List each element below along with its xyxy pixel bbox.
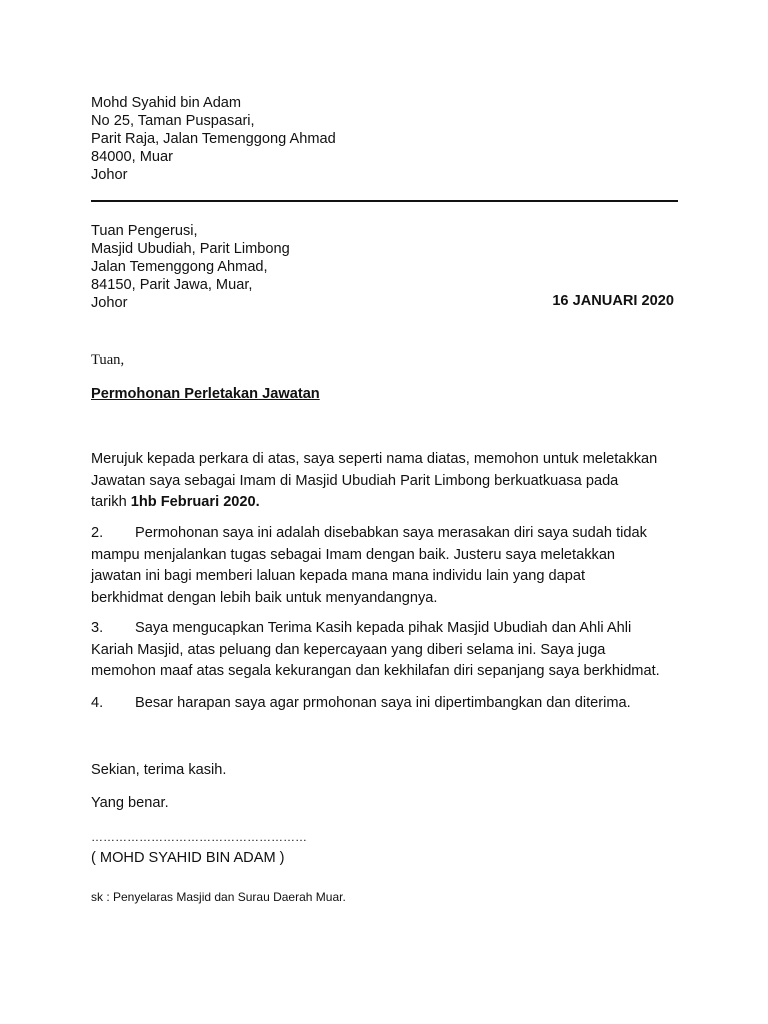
- paragraph-line: [91, 492, 691, 514]
- paragraph-line: jawatan ini bagi memberi laluan kepada mana mana individu lain yang dapat: [91, 568, 586, 584]
- recipient-address-line: Johor: [91, 295, 128, 311]
- paragraph-line: [91, 618, 691, 640]
- paragraph-line: Kariah Masjid, atas peluang dan kepercayaan yang diberi selama ini. Saya juga: [91, 641, 606, 658]
- recipient-title: Tuan Pengerusi,: [91, 223, 198, 239]
- closing-regards: Yang benar.: [91, 795, 169, 811]
- sender-address-line: No 25, Taman Puspasari,: [91, 113, 255, 129]
- sender-address-line: 84000, Muar: [91, 149, 173, 165]
- paragraph-text: Saya mengucapkan Terima Kasih kepada pihak Masjid Ubudiah dan Ahli Ahli: [135, 620, 632, 636]
- paragraph-line: [91, 523, 691, 545]
- recipient-address-line: Masjid Ubudiah, Parit Limbong: [91, 241, 290, 257]
- paragraph-1: [91, 449, 691, 514]
- sender-address-line: Parit Raja, Jalan Temenggong Ahmad: [91, 131, 336, 147]
- signatory-name: ( MOHD SYAHID BIN ADAM ): [91, 850, 285, 866]
- paragraph-line: mampu menjalankan tugas sebagai Imam dengan baik. Justeru saya meletakkan: [91, 546, 616, 563]
- paragraph-line: Jawatan saya sebagai Imam di Masjid Ubudiah Parit Limbong berkuatkuasa pada: [91, 472, 619, 489]
- sender-address: [91, 94, 336, 184]
- paragraph-text: Permohonan saya ini adalah disebabkan saya merasakan diri saya sudah tidak: [135, 525, 647, 541]
- letter-date: 16 JANUARI 2020: [552, 293, 674, 309]
- paragraph-4: [91, 693, 691, 715]
- paragraph-number: 3.: [91, 620, 104, 636]
- paragraph-2: [91, 523, 691, 609]
- sender-address-line: Johor: [91, 167, 128, 183]
- paragraph-text: tarikh: [91, 494, 131, 510]
- paragraph-line: Merujuk kepada perkara di atas, saya seperti nama diatas, memohon untuk meletakkan: [91, 451, 658, 467]
- letter-subject: Permohonan Perletakan Jawatan: [91, 386, 320, 402]
- paragraph-3: [91, 618, 691, 683]
- closing-thanks: Sekian, terima kasih.: [91, 762, 227, 778]
- paragraph-text: Besar harapan saya agar prmohonan saya ini dipertimbangkan dan diterima.: [135, 695, 631, 711]
- paragraph-number: 4.: [91, 695, 104, 711]
- paragraph-line: memohon maaf atas segala kekurangan dan kekhilafan diri sepanjang saya berkhidmat.: [91, 663, 660, 679]
- recipient-address-line: Jalan Temenggong Ahmad,: [91, 259, 268, 275]
- header-divider: [91, 200, 678, 202]
- recipient-address: [91, 222, 290, 312]
- paragraph-number: 2.: [91, 525, 104, 541]
- sender-name: Mohd Syahid bin Adam: [91, 95, 242, 111]
- effective-date: 1hb Februari 2020.: [130, 494, 260, 510]
- salutation: Tuan,: [91, 352, 125, 368]
- carbon-copy: sk : Penyelaras Masjid dan Surau Daerah Muar.: [91, 890, 346, 904]
- paragraph-line: [91, 693, 691, 715]
- paragraph-line: berkhidmat dengan lebih baik untuk menyandangnya.: [91, 589, 438, 606]
- signature-line: ………………………………………………: [91, 830, 307, 844]
- recipient-address-line: 84150, Parit Jawa, Muar,: [91, 277, 253, 293]
